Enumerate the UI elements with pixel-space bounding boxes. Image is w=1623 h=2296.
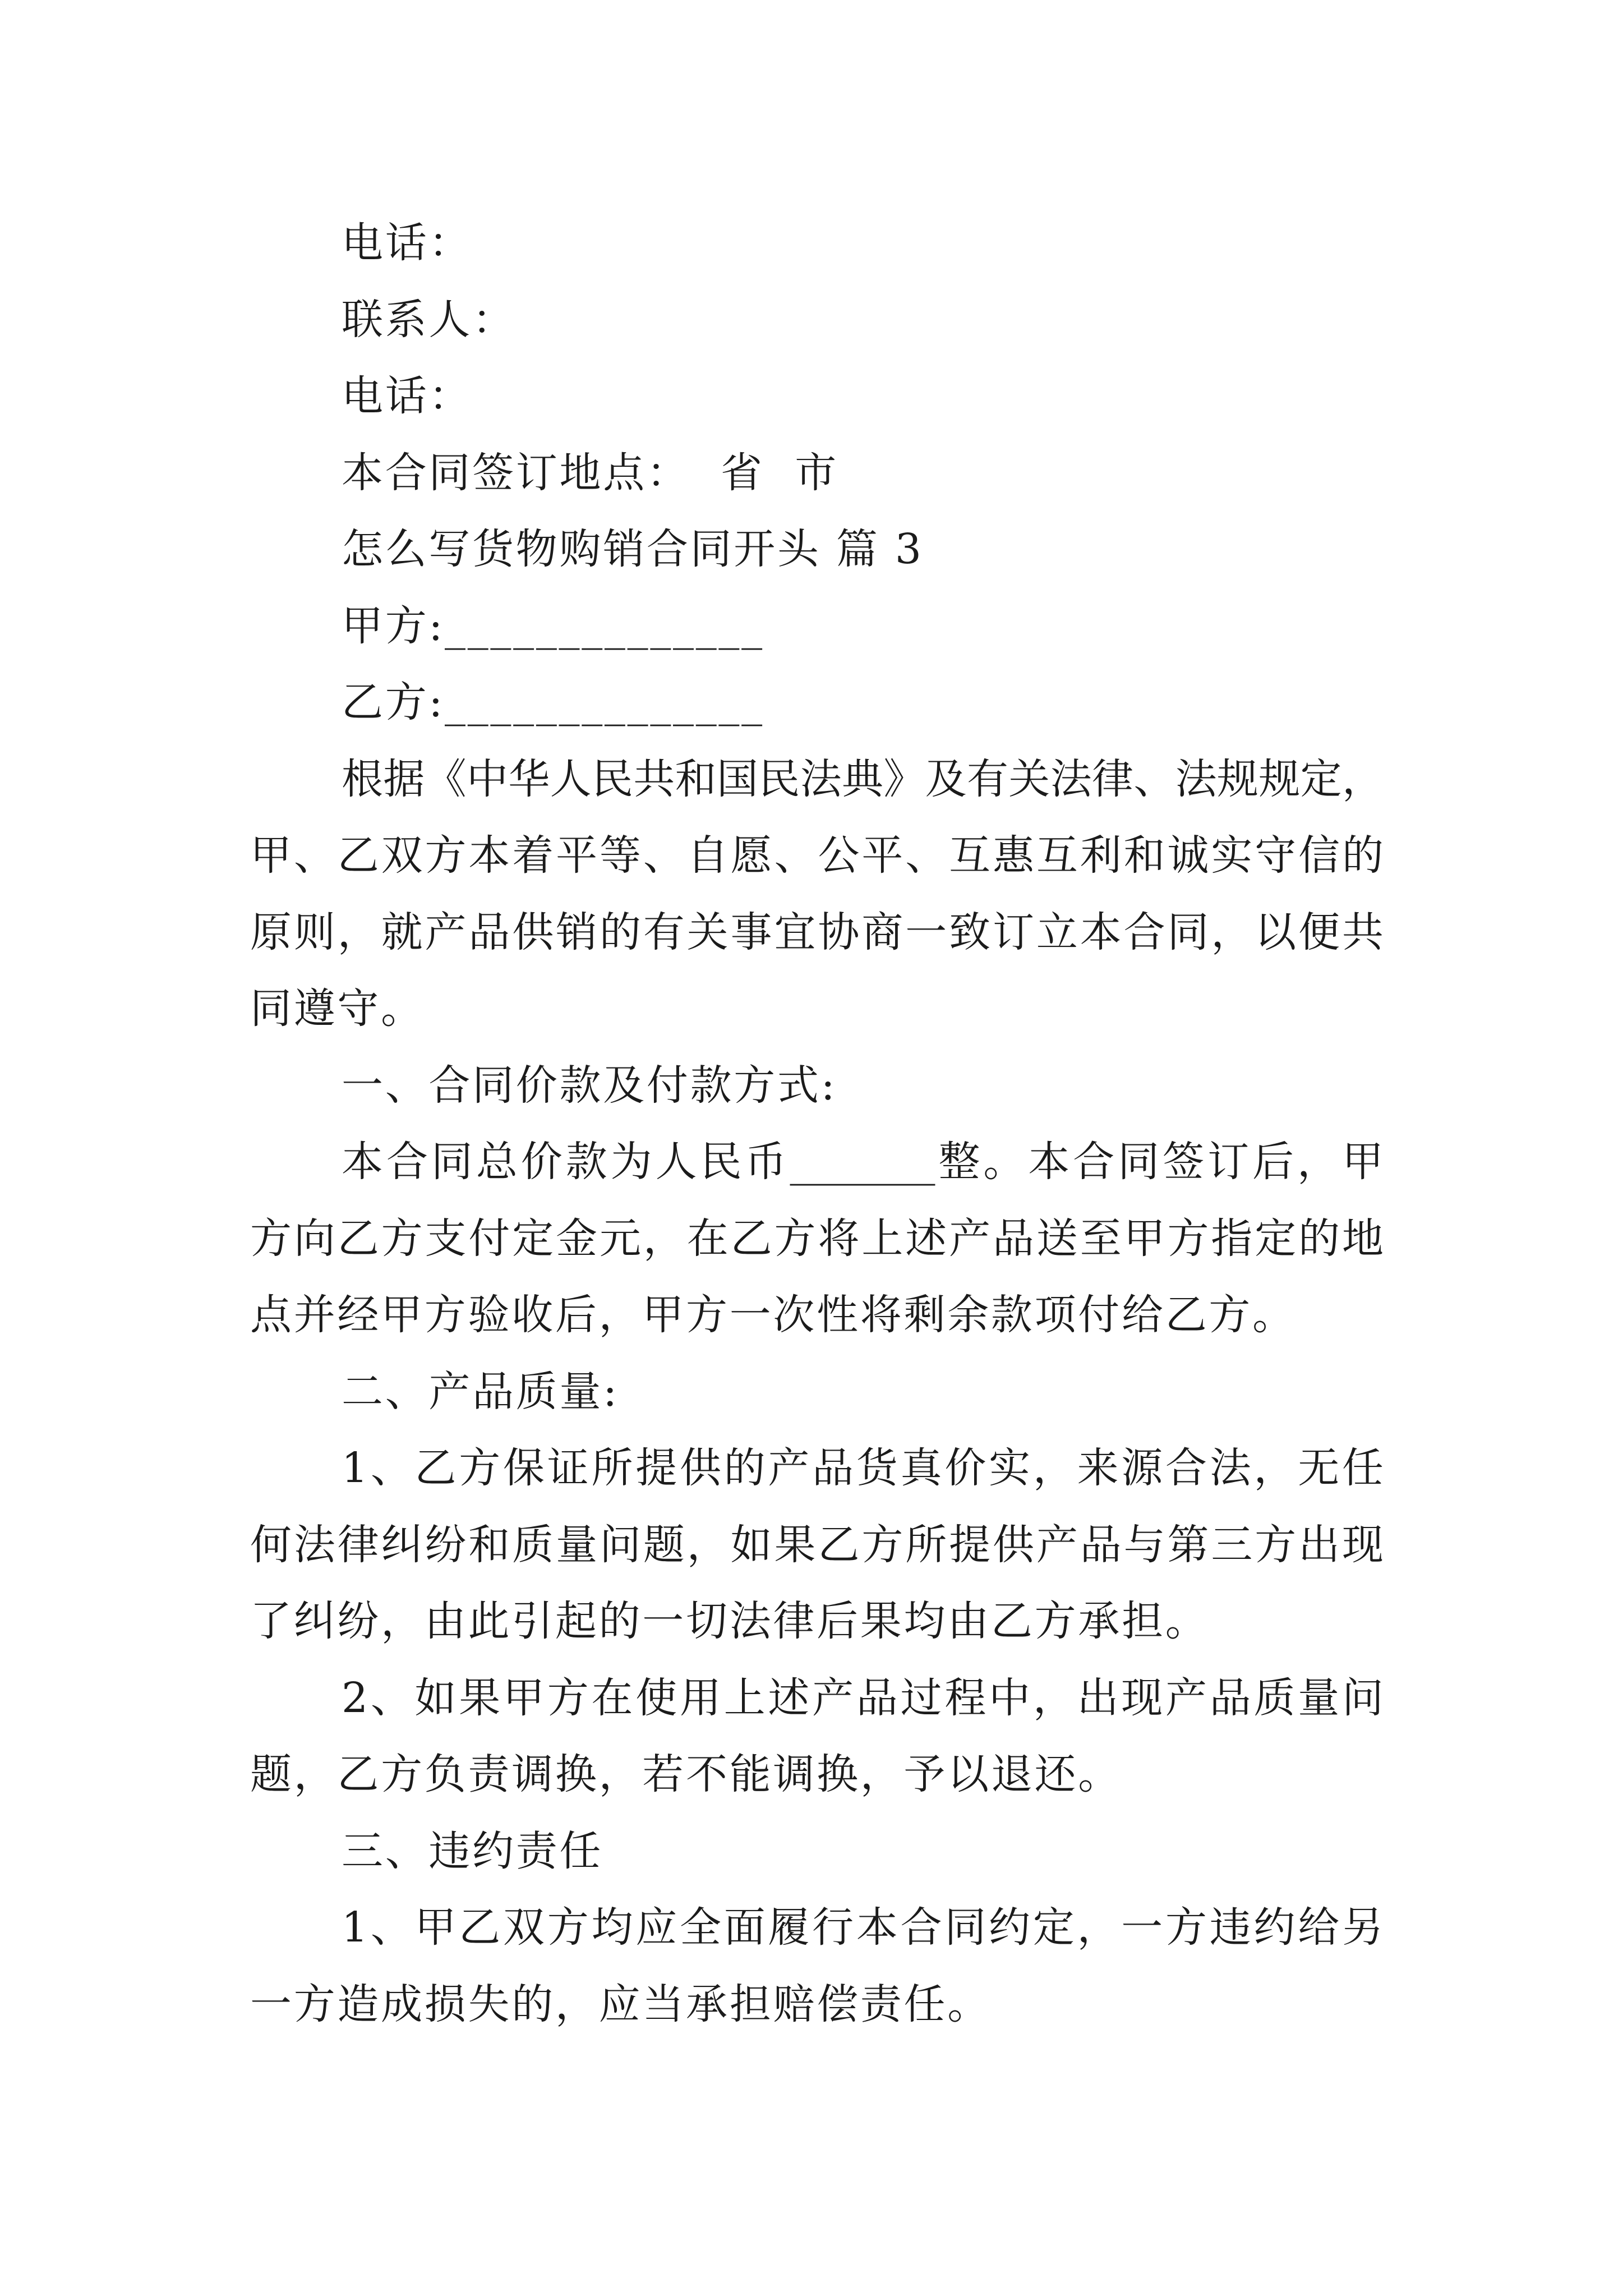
clause-heading: 二、产品质量: [342,1367,619,1416]
clause-heading-liability [250,1813,1384,1890]
paragraph-line: 一方造成损失的，应当承担赔偿责任。 [250,1980,991,2028]
price-paragraph [250,1124,1384,1354]
paragraph-line: 1、乙方保证所提供的产品货真价实，来源合法，无任 [342,1444,1384,1492]
paragraph-line: 原则，就产品供销的有关事宜协商一致订立本合同，以便共 [250,908,1384,956]
clause-heading: 三、违约责任 [342,1826,603,1875]
paragraph-line: 方向乙方支付定金元，在乙方将上述产品送至甲方指定的地 [250,1214,1384,1263]
quality-item-1 [250,1430,1384,1660]
clause-heading: 一、合同价款及付款方式: [342,1061,837,1110]
paragraph-line: 本合同总价款为人民币_______整。本合同签订后，甲 [342,1138,1384,1186]
party-a-line: 甲方:______________ [342,601,764,650]
paragraph-line: 甲、乙双方本着平等、自愿、公平、互惠互利和诚实守信的 [250,831,1384,880]
contact-phone-line: 电话： [342,372,473,420]
paragraph-line: 2、如果甲方在使用上述产品过程中，出现产品质量问 [342,1673,1384,1722]
document-page [250,205,1384,2042]
clause-heading-price [250,1047,1384,1124]
contact-person-line: 联系人： [342,295,516,344]
paragraph-line: 1、甲乙双方均应全面履行本合同约定，一方违约给另 [342,1903,1384,1952]
section-heading: 怎么写货物购销合同开头 篇 3 [342,525,924,573]
paragraph-line: 了纠纷，由此引起的一切法律后果均由乙方承担。 [250,1597,1209,1645]
liability-item-1 [250,1889,1384,2042]
contact-phone-line: 电话： [342,219,473,267]
paragraph-line: 点并经甲方验收后，甲方一次性将剩余款项付给乙方。 [250,1291,1296,1339]
paragraph-line: 根据《中华人民共和国民法典》及有关法律、法规规定， [342,754,1384,803]
paragraph-line: 题，乙方负责调换，若不能调换，予以退还。 [250,1750,1122,1798]
signing-place-line: 本合同签订地点： 省 市 [342,448,838,497]
clause-heading-quality [250,1354,1384,1430]
quality-item-2 [250,1660,1384,1813]
preamble-paragraph [250,741,1384,1047]
party-b-line: 乙方:______________ [342,678,764,726]
paragraph-line: 同遵守。 [250,984,425,1033]
paragraph-line: 何法律纠纷和质量问题，如果乙方所提供产品与第三方出现 [250,1520,1384,1569]
